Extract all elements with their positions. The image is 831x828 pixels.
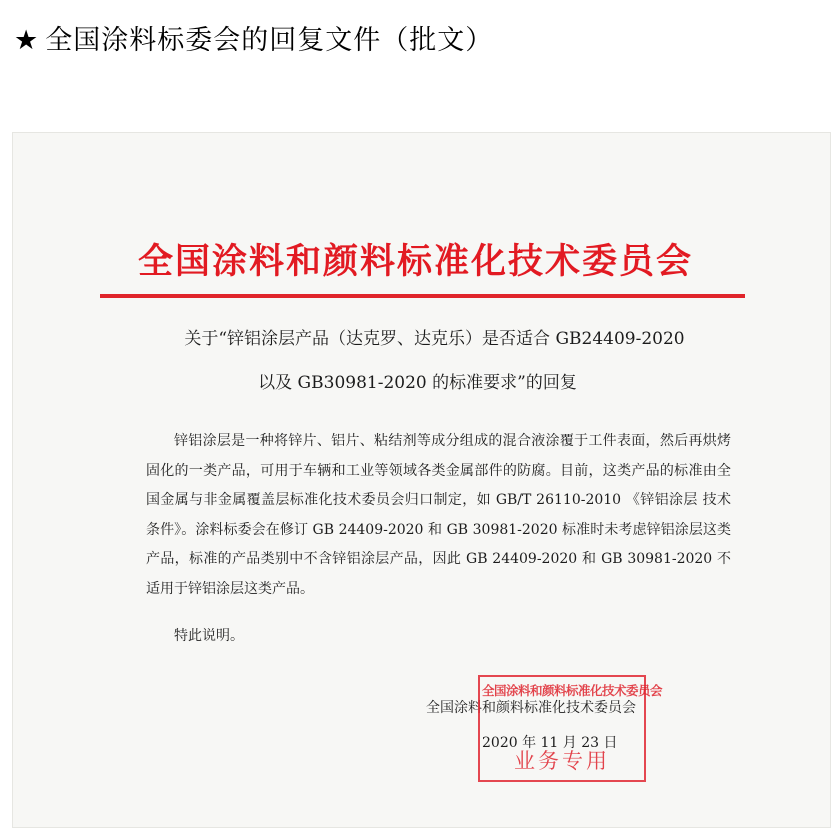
document-scan [12,132,831,828]
body-paragraph: 锌铝涂层是一种将锌片、铝片、粘结剂等成分组成的混合液涂覆于工件表面，然后再烘烤固化的一类产品，可用于车辆和工业等领域各类金属部件的防腐。目前，这类产品的标准由全国金属与非金属覆盖层标准化技术委员会归口制定，如 GB/T 26110-2010 《锌铝涂层 技术条件》。涂料标委会在修订 GB 24409-2020 和 GB 30981-2020 标准时未考虑锌铝涂层这类产品，标准的产品类别中不含锌铝涂层产品，因此 GB 24409-2020 和 GB 30981-2020 不适用于锌铝涂层这类产品。 [146,433,731,597]
signature-date: 2020 年 11 月 23 日 [482,735,618,751]
signature-organization: 全国涂料和颜料标准化技术委员会 [426,700,636,716]
letterhead-red-rule [100,294,745,298]
official-stamp [478,675,663,782]
body-text [146,427,731,604]
page-heading-text: 全国涂料标委会的回复文件（批文） [45,25,494,56]
closing-text [146,622,731,652]
letterhead: 全国涂料和颜料标准化技术委员会 [137,241,693,282]
document-title-line-2: 以及 GB30981-2020 的标准要求”的回复 [258,373,577,393]
stamp-organization: 全国涂料和颜料标准化技术委员会 [482,683,663,698]
document-title-line-1: 关于“锌铝涂层产品（达克罗、达克乐）是否适合 GB24409-2020 [184,329,685,349]
stamp-purpose: 业务专用 [514,749,610,773]
closing-paragraph: 特此说明。 [174,628,244,644]
star-icon: ★ [14,25,40,56]
page-heading [14,18,493,57]
